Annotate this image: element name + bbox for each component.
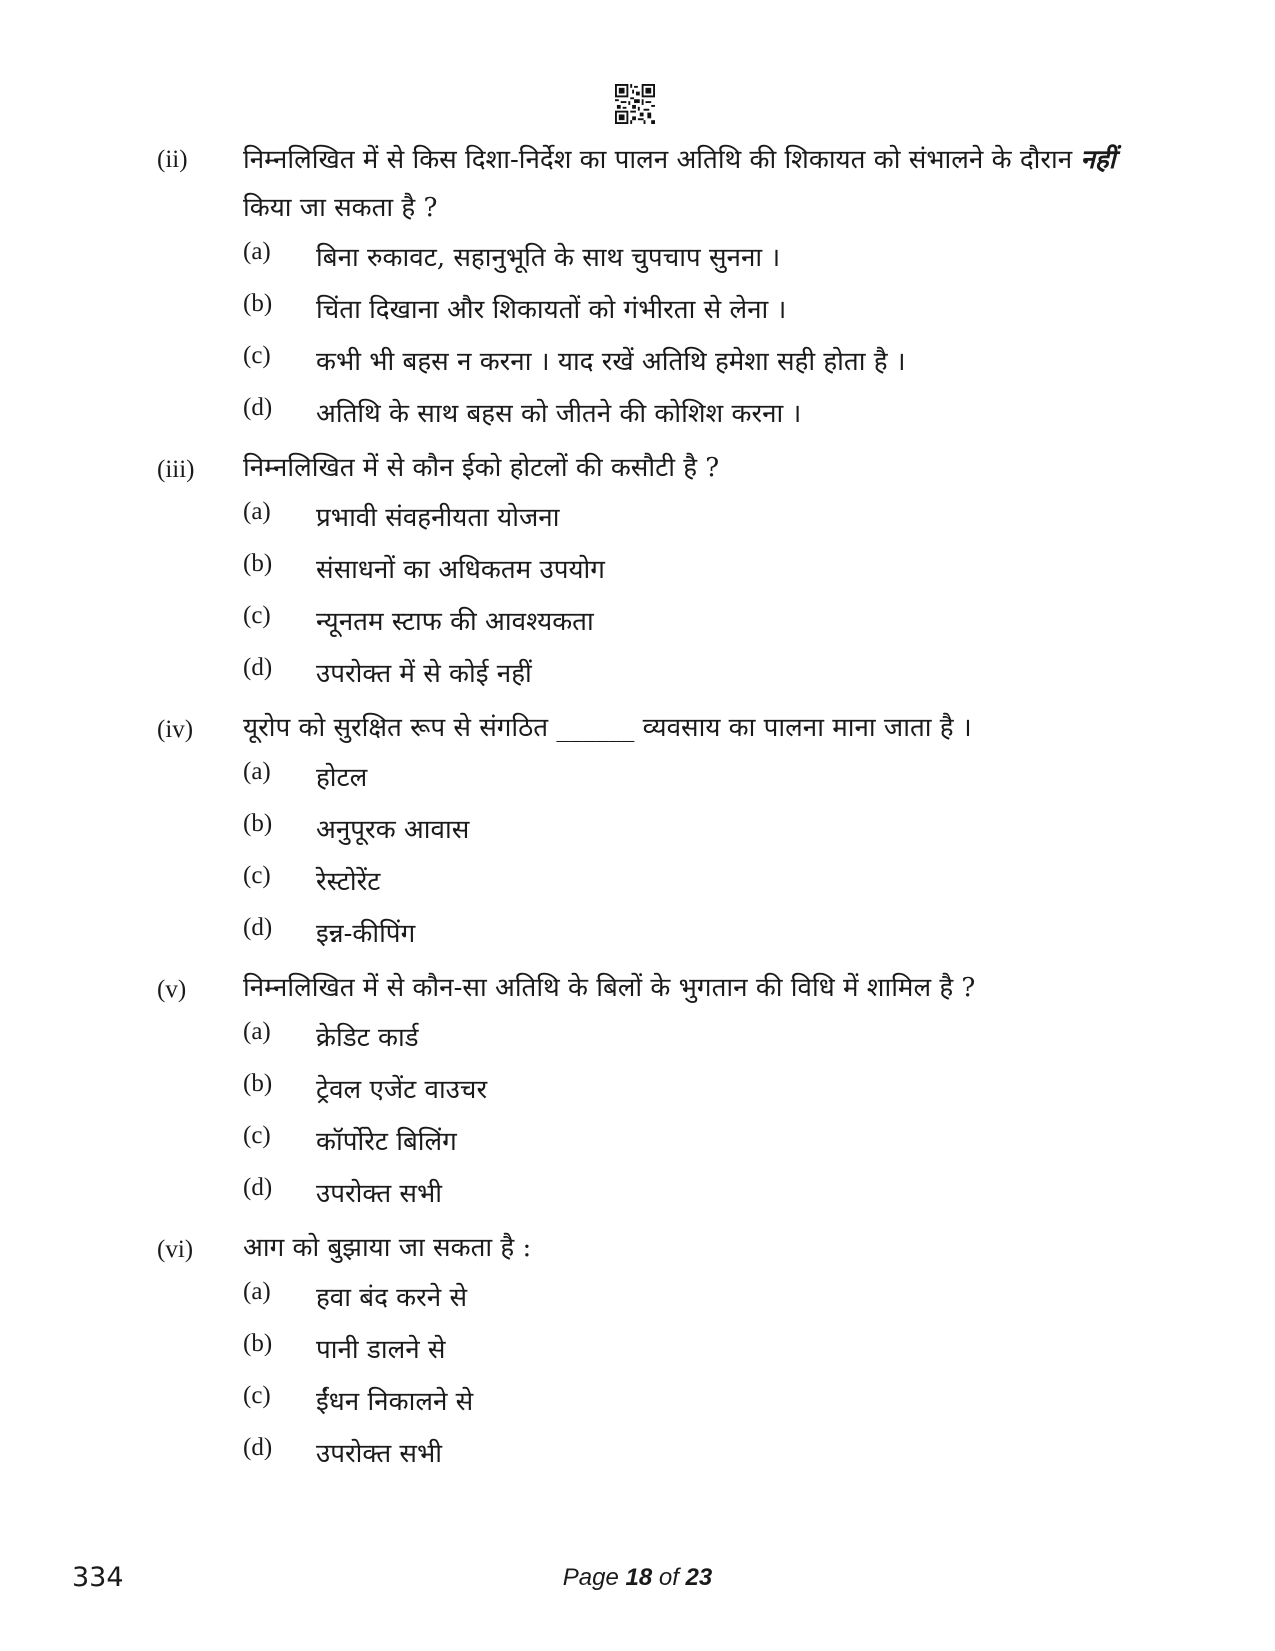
question-number: (ii) [157,146,188,173]
question-number: (iv) [157,716,194,743]
question-number: (vi) [157,1236,194,1263]
question-text: निम्नलिखित में से कौन ईको होटलों की कसौटी है ? [243,453,720,483]
question-text: निम्नलिखित में से कौन-सा अतिथि के बिलों के भुगतान की विधि में शामिल है ? [243,973,976,1003]
page-number: Page 18 of 23 [562,1564,713,1591]
qr-code-icon [615,84,655,124]
question-number: (iii) [157,456,195,483]
question-text: निम्नलिखित में से किस दिशा-निर्देश का पालन अतिथि की शिकायत को संभालने के दौरान नहीं किया जा सकता है ? [243,145,1116,223]
question-text: आग को बुझाया जा सकता है : [243,1233,532,1263]
paper-code: 334 [72,1562,124,1593]
question-text: यूरोप को सुरक्षित रूप से संगठित ______ व्यवसाय का पालना माना जाता है । [243,713,972,743]
emphasis-text: नहीं [1080,145,1116,175]
question-number: (v) [157,976,187,1003]
